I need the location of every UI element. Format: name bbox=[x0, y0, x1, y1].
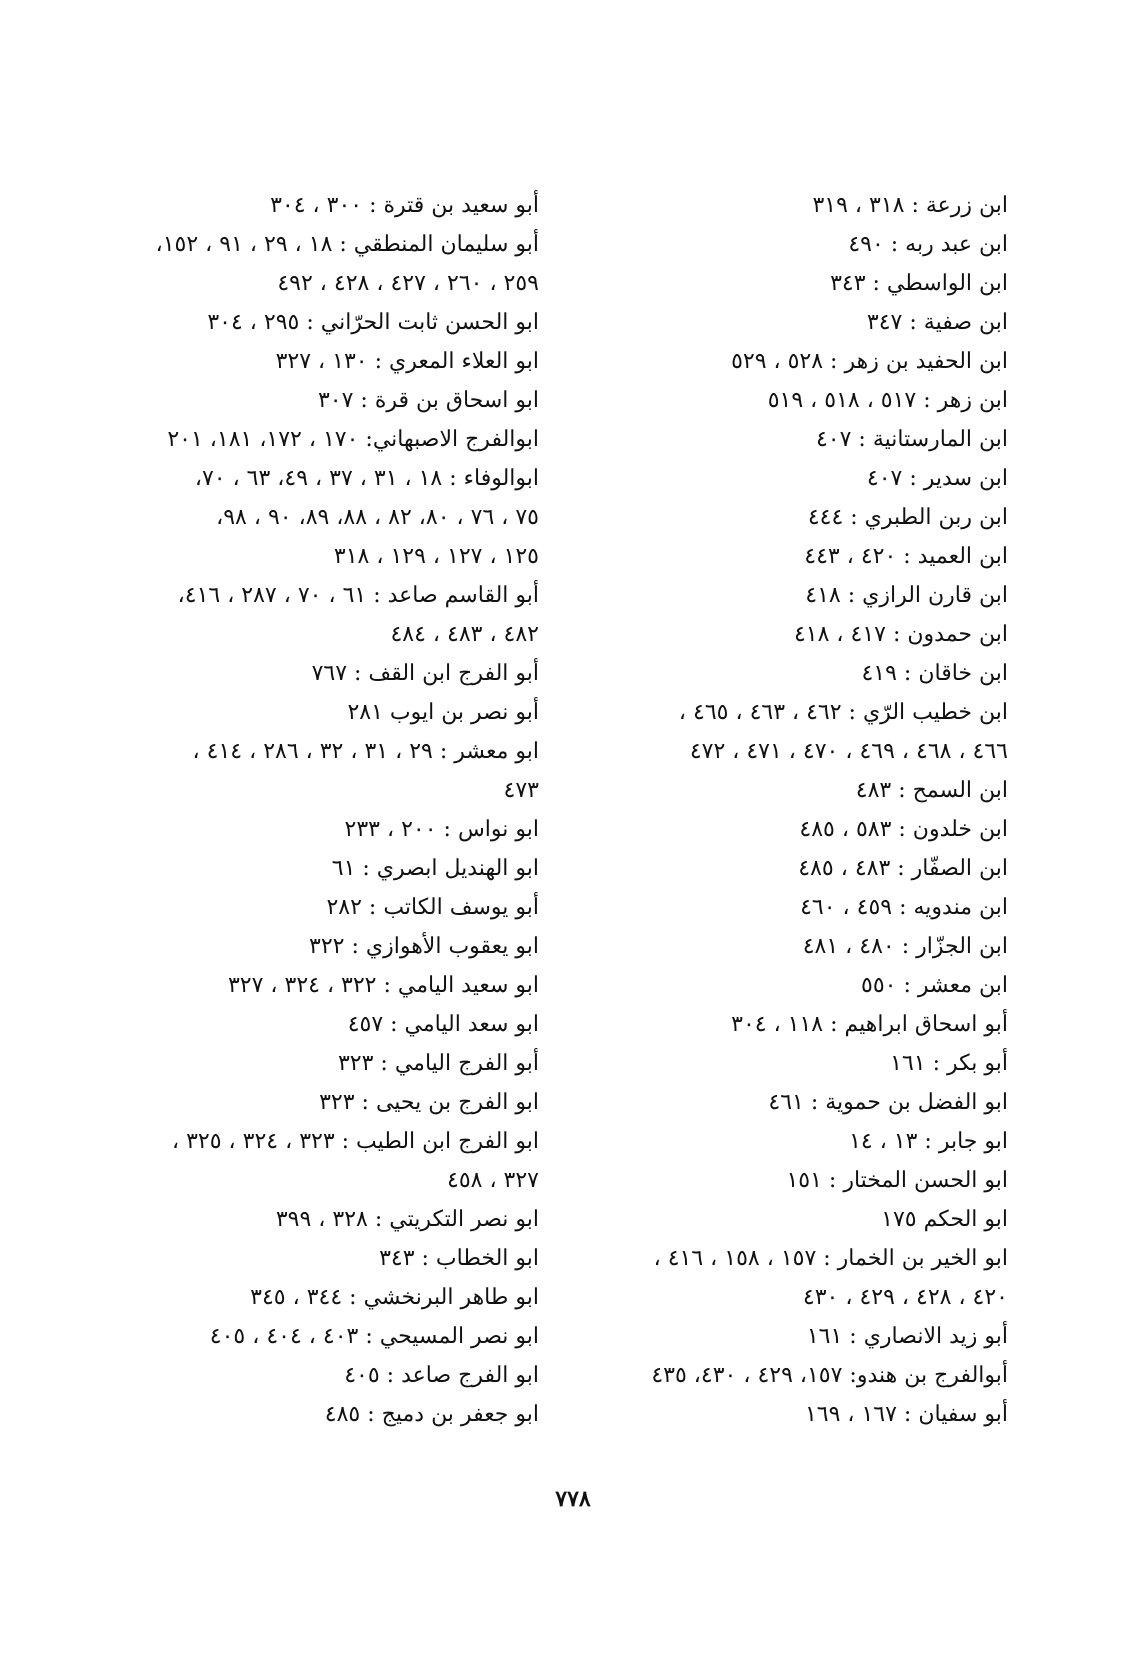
index-entry-line: ابو اسحاق بن قرة : ٣٠٧ bbox=[317, 388, 539, 413]
index-entry-line: أبو يوسف الكاتب : ٢٨٢ bbox=[326, 895, 539, 920]
index-entry-line: ابو الفرج بن يحيى : ٣٢٣ bbox=[319, 1090, 539, 1115]
index-entry-line: ابن قارن الرازي : ٤١٨ bbox=[805, 583, 1008, 608]
index-entry-line: ابو الخطاب : ٣٤٣ bbox=[379, 1246, 539, 1271]
index-entry-line: ابو نواس : ٢٠٠ ، ٢٣٣ bbox=[344, 817, 539, 842]
index-entry-line: ابو العلاء المعري : ١٣٠ ، ٣٢٧ bbox=[275, 349, 539, 374]
index-entry-line: أبو سفيان : ١٦٧ ، ١٦٩ bbox=[804, 1402, 1008, 1427]
index-entry-line: ابو الحسن المختار : ١٥١ bbox=[786, 1168, 1008, 1193]
index-entry-line: ٤٢٠ ، ٤٢٨ ، ٤٢٩ ، ٤٣٠ bbox=[802, 1285, 1008, 1310]
index-entry-line: أبو الفرج ابن القف : ٧٦٧ bbox=[311, 661, 539, 686]
index-entry-line: ابو سعيد اليامي : ٣٢٢ ، ٣٢٤ ، ٣٢٧ bbox=[227, 973, 539, 998]
index-entry-line: ابو نصر المسيحي : ٤٠٣ ، ٤٠٤ ، ٤٠٥ bbox=[209, 1324, 539, 1349]
index-entry-line: ابن مندويه : ٤٥٩ ، ٤٦٠ bbox=[800, 895, 1008, 920]
index-entry-line: ابن الحفيد بن زهر : ٥٢٨ ، ٥٢٩ bbox=[731, 349, 1008, 374]
index-entry-line: أبو القاسم صاعد : ٦١ ، ٧٠ ، ٢٨٧ ، ٤١٦، bbox=[177, 583, 539, 608]
index-entry-line: ٧٥ ، ٧٦ ، ٨٠، ٨٢ ، ٨٨، ٨٩، ٩٠ ، ٩٨، bbox=[216, 505, 539, 530]
index-entry-line: ابو جابر : ١٣ ، ١٤ bbox=[849, 1129, 1008, 1154]
index-entry-line: ابو الفرج ابن الطيب : ٣٢٣ ، ٣٢٤ ، ٣٢٥ ، bbox=[172, 1129, 539, 1154]
index-entry-line: أبو اسحاق ابراهيم : ١١٨ ، ٣٠٤ bbox=[731, 1012, 1008, 1037]
index-entry-line: ابن معشر : ٥٥٠ bbox=[861, 973, 1008, 998]
index-entry-line: ابوالوفاء : ١٨ ، ٣١ ، ٣٧ ، ٤٩، ٦٣ ، ٧٠، bbox=[194, 466, 539, 491]
index-entry-line: ابوالفرج الاصبهاني: ١٧٠ ، ١٧٢، ١٨١، ٢٠١ bbox=[167, 427, 539, 452]
index-entry-line: ابو سعد اليامي : ٤٥٧ bbox=[347, 1012, 539, 1037]
index-entry-line: ابو الهنديل ابصري : ٦١ bbox=[331, 856, 539, 881]
index-entry-line: أبو زيد الانصاري : ١٦١ bbox=[806, 1324, 1008, 1349]
index-entry-line: ابن الجزّار : ٤٨٠ ، ٤٨١ bbox=[802, 934, 1008, 959]
index-entry-line: ٤٧٣ bbox=[503, 778, 539, 803]
index-entry-line: ابو الفضل بن حموية : ٤٦١ bbox=[768, 1090, 1008, 1115]
index-entry-line: ابو الفرج صاعد : ٤٠٥ bbox=[344, 1363, 539, 1388]
index-entry-line: ابن خاقان : ٤١٩ bbox=[861, 661, 1008, 686]
index-entry-line: ابن الصفّار : ٤٨٣ ، ٤٨٥ bbox=[798, 856, 1008, 881]
index-entry-line: ٤٨٢ ، ٤٨٣ ، ٤٨٤ bbox=[390, 622, 539, 647]
index-entry-line: ابو الخير بن الخمار : ١٥٧ ، ١٥٨ ، ٤١٦ ، bbox=[653, 1246, 1008, 1271]
index-entry-line: أبو نصر بن ايوب ٢٨١ bbox=[347, 700, 539, 725]
index-entry-line: أبو الفرج اليامي : ٣٢٣ bbox=[337, 1051, 539, 1076]
index-entry-line: ابو الحسن ثابت الحرّاني : ٢٩٥ ، ٣٠٤ bbox=[207, 310, 539, 335]
index-column-right bbox=[588, 186, 1008, 1434]
index-entry-line: ابن زهر : ٥١٧ ، ٥١٨ ، ٥١٩ bbox=[767, 388, 1008, 413]
index-entry-line: ابن العميد : ٤٢٠ ، ٤٤٣ bbox=[804, 544, 1008, 569]
index-entry-line: ابن خطيب الرّي : ٤٦٢ ، ٤٦٣ ، ٤٦٥ ، bbox=[678, 700, 1008, 725]
index-entry-line: ابن المارستانية : ٤٠٧ bbox=[815, 427, 1008, 452]
index-entry-line: ابو يعقوب الأهوازي : ٣٢٢ bbox=[309, 934, 539, 959]
index-entry-line: ابن خلدون : ٥٨٣ ، ٤٨٥ bbox=[799, 817, 1008, 842]
index-entry-line: أبوالفرج بن هندو: ١٥٧، ٤٢٩ ، ٤٣٠، ٤٣٥ bbox=[651, 1363, 1008, 1388]
index-entry-line: ابو جعفر بن دميج : ٤٨٥ bbox=[324, 1402, 539, 1427]
index-entry-line: ابو الحكم ١٧٥ bbox=[881, 1207, 1008, 1232]
index-entry-line: ابو طاهر البرنخشي : ٣٤٤ ، ٣٤٥ bbox=[250, 1285, 539, 1310]
index-entry-line: ابن ربن الطبري : ٤٤٤ bbox=[807, 505, 1008, 530]
index-entry-line: ابن سدير : ٤٠٧ bbox=[866, 466, 1008, 491]
index-entry-line: أبو سليمان المنطقي : ١٨ ، ٢٩ ، ٩١ ، ١٥٢، bbox=[155, 232, 539, 257]
index-entry-line: أبو بكر : ١٦١ bbox=[890, 1051, 1008, 1076]
index-entry-line: ابن عبد ربه : ٤٩٠ bbox=[848, 232, 1008, 257]
index-entry-line: ابن صفية : ٣٤٧ bbox=[866, 310, 1008, 335]
index-entry-line: ابن زرعة : ٣١٨ ، ٣١٩ bbox=[812, 193, 1008, 218]
index-entry-line: ابو معشر : ٢٩ ، ٣١ ، ٣٢ ، ٢٨٦ ، ٤١٤ ، bbox=[192, 739, 539, 764]
index-entry-line: ابن السمح : ٤٨٣ bbox=[855, 778, 1008, 803]
index-entry-line: ابو نصر التكريتي : ٣٢٨ ، ٣٩٩ bbox=[275, 1207, 539, 1232]
page-number: ٧٧٨ bbox=[555, 1486, 591, 1512]
index-entry-line: ١٢٥ ، ١٢٧ ، ١٢٩ ، ٣١٨ bbox=[333, 544, 539, 569]
index-entry-line: ٤٦٦ ، ٤٦٨ ، ٤٦٩ ، ٤٧٠ ، ٤٧١ ، ٤٧٢ bbox=[689, 739, 1008, 764]
index-entry-line: ٣٢٧ ، ٤٥٨ bbox=[447, 1168, 539, 1193]
index-column-left bbox=[64, 186, 539, 1434]
index-entry-line: ابن الواسطي : ٣٤٣ bbox=[830, 271, 1008, 296]
index-entry-line: أبو سعيد بن قترة : ٣٠٠ ، ٣٠٤ bbox=[270, 193, 539, 218]
index-entry-line: ابن حمدون : ٤١٧ ، ٤١٨ bbox=[793, 622, 1008, 647]
index-entry-line: ٢٥٩ ، ٢٦٠ ، ٤٢٧ ، ٤٢٨ ، ٤٩٢ bbox=[277, 271, 539, 296]
